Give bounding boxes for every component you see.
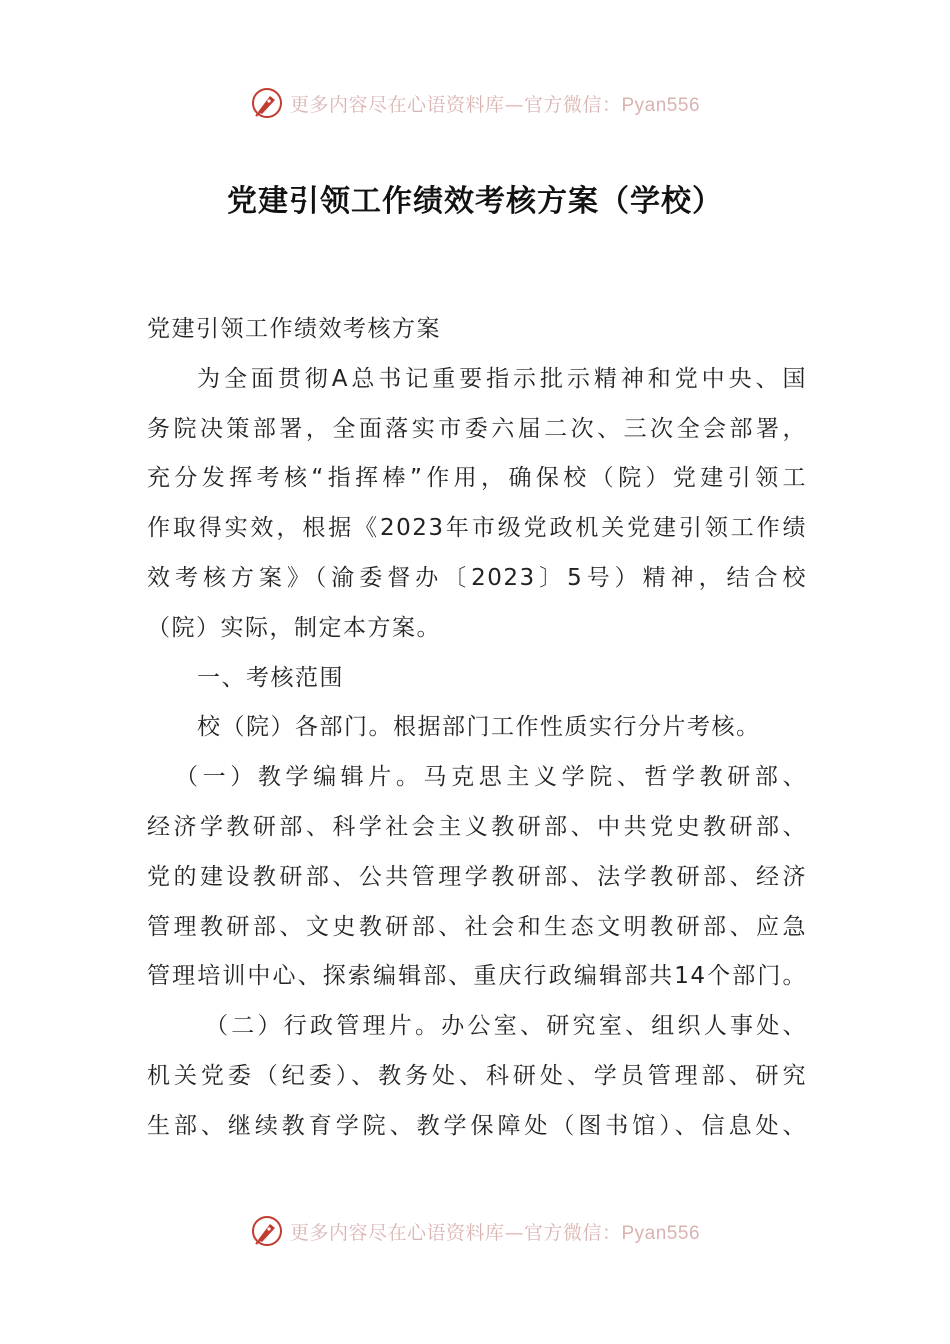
text-line: 务院决策部署，全面落实市委六届二次、三次全会部署， [147,415,807,442]
text-line: 作取得实效，根据《2023年市级党政机关党建引领工作绩 [147,515,807,542]
watermark-handle: Pyan556 [621,1222,701,1244]
text-line: 机关党委（纪委）、教务处、科研处、学员管理部、研究 [147,1062,807,1089]
scope-paragraph [147,703,807,753]
text-line: 管理教研部、文史教研部、社会和生态文明教研部、应急 [147,913,807,940]
text-line: 效考核方案》（渝委督办〔2023〕5号）精神，结合校 [147,564,807,591]
watermark-text: 更多内容尽在心语资料库—官方微信：Pyan556 [289,93,701,116]
text-line: （一）教学编辑片。马克思主义学院、哲学教研部、 [175,764,807,791]
section-heading [147,654,807,704]
document-title: 党建引领工作绩效考核方案（学校） [227,184,723,219]
watermark-banner-bottom [0,1211,950,1251]
watermark-text: 更多内容尽在心语资料库—官方微信：Pyan556 [289,1221,701,1244]
pen-nib-circle-icon [250,1214,284,1248]
watermark-handle: Pyan556 [621,94,701,116]
text-line: 党的建设教研部、公共管理学教研部、法学教研部、经济 [147,863,807,890]
text-line: 为全面贯彻A总书记重要指示批示精神和党中央、国 [197,365,807,392]
document-body [147,305,807,1152]
text-line: 校（院）各部门。根据部门工作性质实行分片考核。 [197,714,761,741]
group-1-paragraph [147,753,807,1002]
intro-paragraph [147,355,807,654]
text-line: 生部、继续教育学院、教学保障处（图书馆）、信息处、 [147,1112,807,1139]
watermark-banner-top [0,83,950,123]
subtitle-paragraph [147,305,807,355]
text-line: 一、考核范围 [197,664,344,691]
text-line: 管理培训中心、探索编辑部、重庆行政编辑部共14个部门。 [147,963,807,990]
text-line: （二）行政管理片。办公室、研究室、组织人事处、 [205,1013,807,1040]
text-line: 充分发挥考核“指挥棒”作用，确保校（院）党建引领工 [147,465,807,492]
text-line: 党建引领工作绩效考核方案 [147,316,441,342]
pen-nib-circle-icon [250,86,284,120]
text-line: 经济学教研部、科学社会主义教研部、中共党史教研部、 [147,813,807,840]
text-line: （院）实际，制定本方案。 [147,614,441,641]
group-2-paragraph [147,1002,807,1151]
